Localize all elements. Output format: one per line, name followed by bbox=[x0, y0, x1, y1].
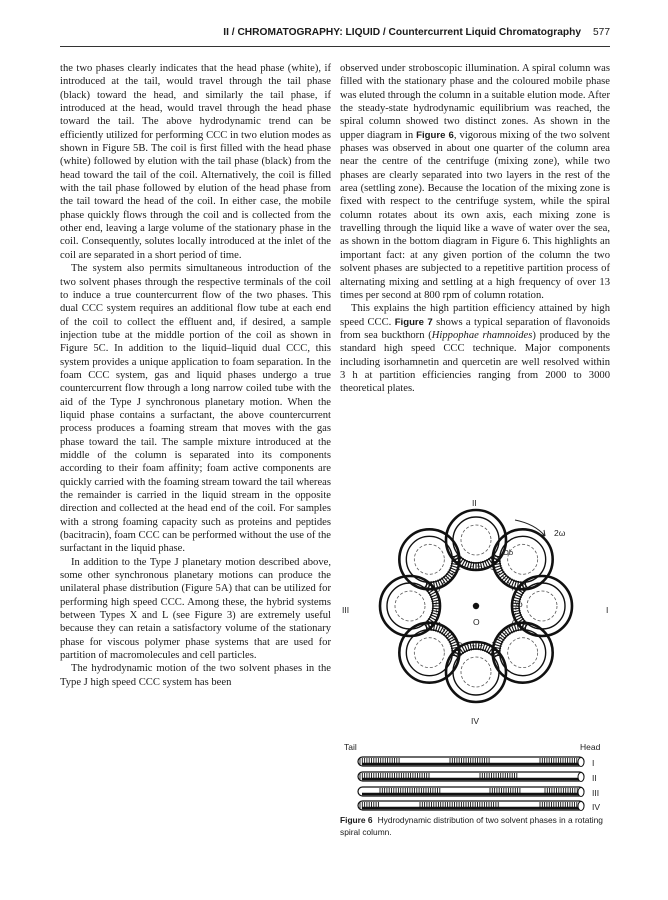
right-column bbox=[340, 62, 610, 396]
right-p2-text-c: ) produced by the standard high speed CCC technique. Major components including isorhamnetin and quercetin are well resolved within 3 h at partition efficiencies ranging from 2000 to 3000 theoretical plates. bbox=[340, 329, 610, 395]
caption-label: Figure 6 bbox=[340, 815, 373, 825]
right-p1-text-a: observed under stroboscopic illumination. A spiral column was filled with the stationary phase and the coloured mobile phase was eluted through the column in a suitable elution mode. After the steady-state hydrodynamic equilibrium was reached, the spiral column showed two distinct zones. As shown in the upper diagram in bbox=[340, 63, 610, 141]
label-2omega: 2ω bbox=[554, 528, 566, 538]
label-ob: Ob bbox=[503, 548, 514, 557]
label-position-IV: IV bbox=[471, 716, 480, 726]
figure-caption bbox=[340, 815, 612, 838]
tube-label-III: III bbox=[592, 788, 600, 798]
caption-text: Hydrodynamic distribution of two solvent phases in a rotating spiral column. bbox=[340, 815, 603, 837]
label-center-o: O bbox=[473, 617, 480, 627]
centrifuge-axis bbox=[473, 603, 479, 609]
left-paragraph-3: In addition to the Type J planetary motion described above, some other synchronous planetary motions can produce the unilateral phase distribution (Figure 5A) that can be utilized for performing high speed CCC. Among these, the hybrid systems between Types X and L (see Figure 3) are extremely useful because they can retain a satisfactory volume of the stationary phase for viscous polymer phase systems that are used for partition of macromolecules and cell particles. bbox=[60, 556, 331, 662]
left-paragraph-2: The system also permits simultaneous introduction of the two solvent phases through the respective terminals of the coil to induce a true countercurrent flow of the two phases. This dual CCC system requires an additional flow tube at each end of the coil to collect the effluent and, if desired, a sample injection tube at the middle portion of the coil as shown in Figure 5C. In addition to the liquid–liquid dual CCC, this system provides a unique application to foam separation. In the foam CCC system, gas and liquid phases undergo a true countercurrent flow through a long narrow coiled tube with the aid of the Type J synchronous planetary motion. When the liquid phase contains a surfactant, the above countercurrent process produces a foaming stream that moves with the gas phase toward the tail. The sample mixture introduced at the middle of the column is separated into its components according to their foam affinity; foam active components are quickly carried with the foaming stream toward the tail whereas the remainder is carried in the liquid stream in the opposite direction and collected at the head end of the coil. For samples with a strong foaming capacity such as proteins and peptides (bacitracin), foam CCC can be performed without the use of the surfactant in the liquid phase. bbox=[60, 263, 331, 555]
right-paragraph-2 bbox=[340, 302, 610, 395]
tube-label-IV: IV bbox=[592, 802, 601, 812]
right-p1-text-b: , vigorous mixing of the two solvent phases was observed in about one quarter of the column area near the centre of the centrifuge (mixing zone), while two phases are clearly separated into two layers in the rest of the area (settling zone). Because the location of the mixing zone is fixed with respect to the centrifuge system, while the spiral column rotates about its own axis, each mixing zone is travelling through the liquid like a wave of water over the sea, as shown in the bottom diagram in Figure 6. This highlights an important fact: at any given portion of the column the two solvent phases are subjected to a repetitive partition process of alternating mixing and settling at a high frequency of over 13 times per second at 800 rpm of column rotation. bbox=[340, 129, 610, 301]
spiral-coil bbox=[492, 622, 553, 683]
spiral-coil bbox=[399, 529, 460, 590]
tube-row bbox=[358, 787, 584, 797]
straight-tubes bbox=[358, 757, 584, 811]
label-tail: Tail bbox=[344, 742, 357, 752]
tube-row bbox=[358, 757, 584, 767]
right-paragraph-1 bbox=[340, 62, 610, 302]
left-paragraph-4: The hydrodynamic motion of the two solvent phases in the Type J high speed CCC system has been bbox=[60, 663, 331, 688]
right-p2-text-b: shows a typical separation of flavonoids from sea buckthorn ( bbox=[340, 316, 610, 341]
spiral-coil bbox=[399, 622, 460, 683]
figure-6 bbox=[340, 492, 612, 812]
right-p2-text-a: This explains the high partition efficiency attained by high speed CCC. bbox=[340, 303, 610, 328]
label-position-III: III bbox=[342, 605, 350, 615]
header-section-title: II / CHROMATOGRAPHY: LIQUID / Countercurrent Liquid Chromatography bbox=[223, 27, 581, 38]
figure-7-reference: Figure 7 bbox=[394, 316, 433, 328]
header-rule bbox=[60, 46, 610, 47]
label-head: Head bbox=[580, 742, 601, 752]
page-number: 577 bbox=[593, 27, 610, 38]
label-position-I: I bbox=[606, 605, 609, 615]
tube-label-II: II bbox=[592, 773, 597, 783]
spiral-coil bbox=[492, 529, 553, 590]
figure-6-reference: Figure 6 bbox=[416, 129, 454, 141]
running-header bbox=[60, 27, 610, 43]
left-column bbox=[60, 62, 331, 689]
label-omega: ω bbox=[516, 599, 523, 609]
left-paragraph-1: the two phases clearly indicates that the head phase (white), if introduced at the tail, would travel through the tail phase (black) toward the head, and similarly the tail phase, if introduced at the head, would travel through the head phase toward the tail. The above hydrodynamic trend can be efficiently utilized for performing CCC in two elution modes as shown in Figure 5B. The coil is first filled with the head phase (white) followed by elution with the tail phase (black) from the head toward the tail of the coil. Alternatively, the coil is filled with the tail phase followed by elution of the head phase from the tail toward the head of the coil. In either case, the mobile phase quickly flows through the coil and is collected from the other end, leaving a large volume of the stationary phase in the coil. Consequently, solutes locally introduced at the inlet of the coil are separated in a short period of time. bbox=[60, 63, 331, 261]
label-position-II: II bbox=[472, 498, 477, 508]
tube-row bbox=[358, 801, 584, 811]
tube-label-I: I bbox=[592, 758, 595, 768]
species-name: Hippophae rhamnoides bbox=[431, 329, 533, 341]
tube-row bbox=[358, 772, 584, 782]
revolution-arrow bbox=[515, 520, 545, 536]
figure-6-diagram bbox=[340, 492, 612, 812]
